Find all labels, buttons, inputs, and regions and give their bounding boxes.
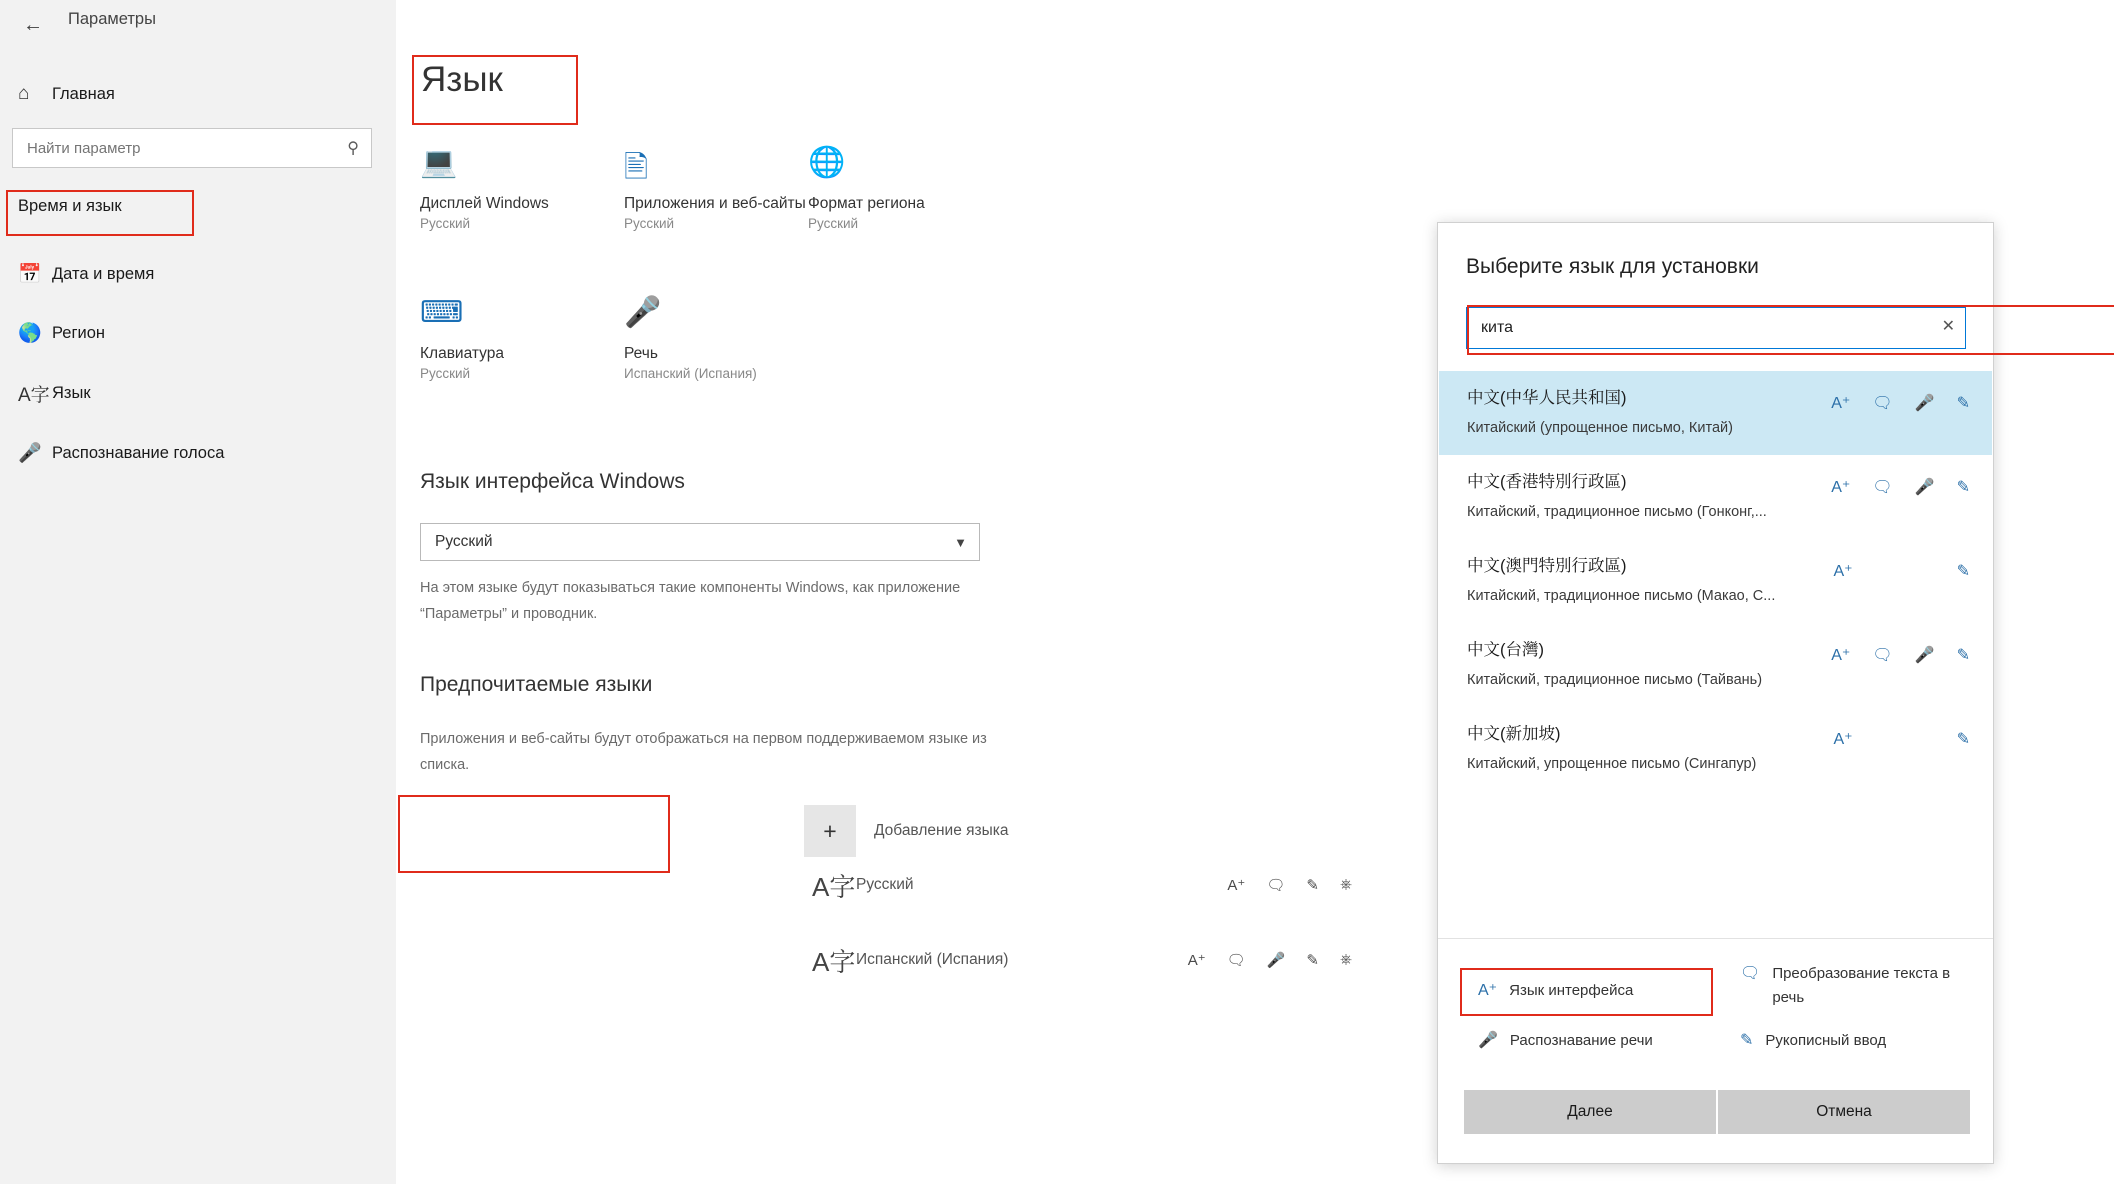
language-feature-icons bbox=[1831, 477, 1970, 497]
back-button[interactable]: ← bbox=[23, 13, 43, 36]
language-feature-icons bbox=[1833, 561, 1970, 581]
sidebar-item-home[interactable] bbox=[0, 68, 396, 120]
microphone-icon: 🎤 bbox=[1914, 395, 1935, 412]
tile-sub: Русский bbox=[808, 216, 859, 231]
divider bbox=[1438, 938, 1993, 939]
sidebar-item-speech-recognition[interactable] bbox=[0, 427, 396, 479]
ui-language-icon: A⁺ bbox=[1833, 563, 1853, 580]
settings-sidebar bbox=[0, 0, 397, 1184]
legend-speech-recognition bbox=[1478, 1030, 1653, 1050]
search-box[interactable] bbox=[12, 128, 372, 168]
ui-language-icon: A⁺ bbox=[1833, 731, 1853, 748]
tile-region-format[interactable] bbox=[808, 145, 1008, 233]
ui-language-selected-value: Русский bbox=[435, 533, 493, 550]
tile-sub: Русский bbox=[420, 216, 471, 231]
text-to-speech-icon: 🗨 bbox=[1266, 877, 1286, 894]
calendar-icon: 📅 bbox=[18, 264, 42, 285]
legend-handwriting bbox=[1740, 1030, 1886, 1050]
language-name: Испанский (Испания) bbox=[856, 951, 1009, 968]
tile-name: Формат региона bbox=[808, 195, 925, 212]
handwriting-icon: ✎ bbox=[1740, 1032, 1754, 1049]
globe-icon: 🌐 bbox=[808, 146, 846, 179]
preferred-languages-description: Приложения и веб-сайты будут отображаться на первом поддерживаемом языке из списка. bbox=[420, 731, 987, 773]
dialog-search-field[interactable] bbox=[1466, 307, 1966, 349]
tile-apps-and-websites[interactable] bbox=[624, 145, 824, 233]
tile-sub: Испанский (Испания) bbox=[624, 366, 757, 381]
handwriting-icon: ✎ bbox=[1956, 647, 1970, 664]
text-to-speech-icon: 🗨 bbox=[1226, 952, 1246, 969]
tile-name: Клавиатура bbox=[420, 345, 504, 362]
handwriting-icon: ✎ bbox=[1306, 877, 1319, 894]
home-icon: ⌂ bbox=[18, 83, 30, 104]
plus-icon: + bbox=[804, 805, 856, 857]
microphone-icon: 🎤 bbox=[18, 443, 42, 464]
sidebar-item-language[interactable] bbox=[0, 367, 396, 419]
language-translated-name: Китайский, упрощенное письмо (Сингапур) bbox=[1467, 756, 1757, 772]
legend-label: Преобразование текста в речь bbox=[1772, 965, 1951, 1006]
cancel-button[interactable]: Отмена bbox=[1718, 1090, 1970, 1134]
ui-language-description: На этом языке будут показываться такие компоненты Windows, как приложение “Параметры” и проводник. bbox=[420, 580, 961, 622]
language-feature-icons bbox=[1833, 729, 1970, 749]
keyboard-layout-icon: ⎈ bbox=[1339, 876, 1352, 893]
sidebar-item-label: Время и язык bbox=[18, 196, 122, 215]
text-to-speech-icon: 🗨 bbox=[1872, 395, 1893, 412]
text-to-speech-icon: 🗨 bbox=[1872, 647, 1893, 664]
search-input[interactable] bbox=[13, 129, 329, 167]
tile-name: Приложения и веб-сайты bbox=[624, 195, 806, 212]
tile-speech[interactable] bbox=[624, 295, 824, 383]
language-native-name: 中文(新加坡) bbox=[1467, 725, 1561, 743]
sidebar-item-time-and-language[interactable] bbox=[0, 180, 396, 232]
tile-sub: Русский bbox=[420, 366, 471, 381]
microphone-icon: 🎤 bbox=[1914, 479, 1935, 496]
handwriting-icon: ✎ bbox=[1956, 563, 1970, 580]
tile-sub: Русский bbox=[624, 216, 675, 231]
dialog-title: Выберите язык для установки bbox=[1466, 255, 1759, 278]
keyboard-icon: ⌨ bbox=[420, 296, 464, 329]
search-input[interactable] bbox=[1467, 308, 1923, 348]
language-feature-icons bbox=[1227, 876, 1352, 894]
globe-icon: 🌎 bbox=[18, 323, 42, 344]
language-results-list[interactable] bbox=[1439, 371, 1992, 871]
language-name: Русский bbox=[856, 876, 914, 893]
ui-language-icon: A⁺ bbox=[1478, 982, 1498, 999]
ui-language-icon: A⁺ bbox=[1831, 395, 1851, 412]
close-icon[interactable]: ✕ bbox=[1941, 318, 1955, 335]
choose-language-dialog bbox=[1437, 222, 1994, 1164]
legend-label: Рукописный ввод bbox=[1765, 1031, 1887, 1049]
language-native-name: 中文(香港特別行政區) bbox=[1467, 473, 1627, 491]
text-to-speech-icon: 🗨 bbox=[1740, 965, 1761, 982]
tile-name: Речь bbox=[624, 345, 658, 362]
handwriting-icon: ✎ bbox=[1956, 731, 1970, 748]
sidebar-item-label: Дата и время bbox=[52, 264, 155, 283]
sidebar-item-label: Распознавание голоса bbox=[52, 443, 225, 462]
handwriting-icon: ✎ bbox=[1956, 479, 1970, 496]
section-heading-preferred-languages: Предпочитаемые языки bbox=[420, 673, 653, 696]
legend-text-to-speech bbox=[1740, 962, 1970, 1010]
microphone-icon: 🎤 bbox=[1266, 952, 1286, 969]
language-translated-name: Китайский, традиционное письмо (Макао, С... bbox=[1467, 588, 1776, 604]
legend-ui-language bbox=[1478, 980, 1633, 1000]
language-icon: A字 bbox=[812, 871, 856, 902]
tile-keyboard[interactable] bbox=[420, 295, 620, 383]
sidebar-item-region[interactable] bbox=[0, 307, 396, 359]
add-language-button[interactable] bbox=[804, 805, 1009, 857]
sidebar-item-label: Главная bbox=[52, 84, 115, 103]
list-item[interactable] bbox=[1439, 371, 1992, 455]
list-item[interactable] bbox=[1439, 623, 1992, 707]
microphone-icon: 🎤 bbox=[1914, 647, 1935, 664]
next-button[interactable]: Далее bbox=[1464, 1090, 1716, 1134]
language-native-name: 中文(澳門特別行政區) bbox=[1467, 557, 1627, 575]
legend-label: Язык интерфейса bbox=[1509, 981, 1634, 999]
legend-label: Распознавание речи bbox=[1509, 1031, 1653, 1049]
handwriting-icon: ✎ bbox=[1956, 395, 1970, 412]
sidebar-item-date-and-time[interactable] bbox=[0, 248, 396, 300]
language-feature-icons bbox=[1831, 645, 1970, 665]
ui-language-icon: A⁺ bbox=[1831, 479, 1851, 496]
language-feature-icons bbox=[1831, 393, 1970, 413]
list-item[interactable] bbox=[812, 933, 1372, 987]
chevron-down-icon: ▼ bbox=[954, 534, 967, 550]
tile-name: Дисплей Windows bbox=[420, 195, 549, 212]
microphone-icon: 🎤 bbox=[1478, 1032, 1498, 1049]
title-bar bbox=[0, 0, 396, 55]
list-item[interactable] bbox=[812, 858, 1372, 912]
sidebar-item-label: Регион bbox=[52, 323, 105, 342]
language-icon: A字 bbox=[812, 946, 856, 977]
sidebar-item-label: Язык bbox=[52, 383, 91, 402]
language-feature-icons bbox=[1188, 951, 1352, 969]
window-icon: 🖹 bbox=[624, 151, 649, 184]
ui-language-icon: A⁺ bbox=[1187, 952, 1206, 969]
laptop-icon: 💻 bbox=[420, 146, 458, 179]
list-item[interactable] bbox=[1439, 539, 1992, 623]
section-heading-ui-language: Язык интерфейса Windows bbox=[420, 470, 685, 493]
ui-language-icon: A⁺ bbox=[1227, 877, 1246, 894]
keyboard-layout-icon: ⎈ bbox=[1339, 951, 1352, 968]
language-translated-name: Китайский, традиционное письмо (Гонконг,... bbox=[1467, 504, 1767, 520]
language-native-name: 中文(台灣) bbox=[1467, 641, 1544, 659]
language-icon: A字 bbox=[18, 384, 50, 406]
language-translated-name: Китайский (упрощенное письмо, Китай) bbox=[1467, 420, 1733, 436]
list-item[interactable] bbox=[1439, 455, 1992, 539]
tile-windows-display[interactable] bbox=[420, 145, 620, 233]
text-to-speech-icon: 🗨 bbox=[1872, 479, 1893, 496]
ui-language-select[interactable] bbox=[420, 523, 980, 561]
app-title: Параметры bbox=[68, 10, 156, 28]
ui-language-icon: A⁺ bbox=[1831, 647, 1851, 664]
add-language-label: Добавление языка bbox=[874, 822, 1009, 839]
language-native-name: 中文(中华人民共和国) bbox=[1467, 389, 1627, 407]
language-translated-name: Китайский, традиционное письмо (Тайвань) bbox=[1467, 672, 1763, 688]
page-title: Язык bbox=[421, 60, 503, 99]
list-item[interactable] bbox=[1439, 707, 1992, 791]
search-icon: ⚲ bbox=[347, 140, 359, 157]
microphone-icon: 🎤 bbox=[624, 296, 662, 329]
handwriting-icon: ✎ bbox=[1306, 952, 1319, 969]
